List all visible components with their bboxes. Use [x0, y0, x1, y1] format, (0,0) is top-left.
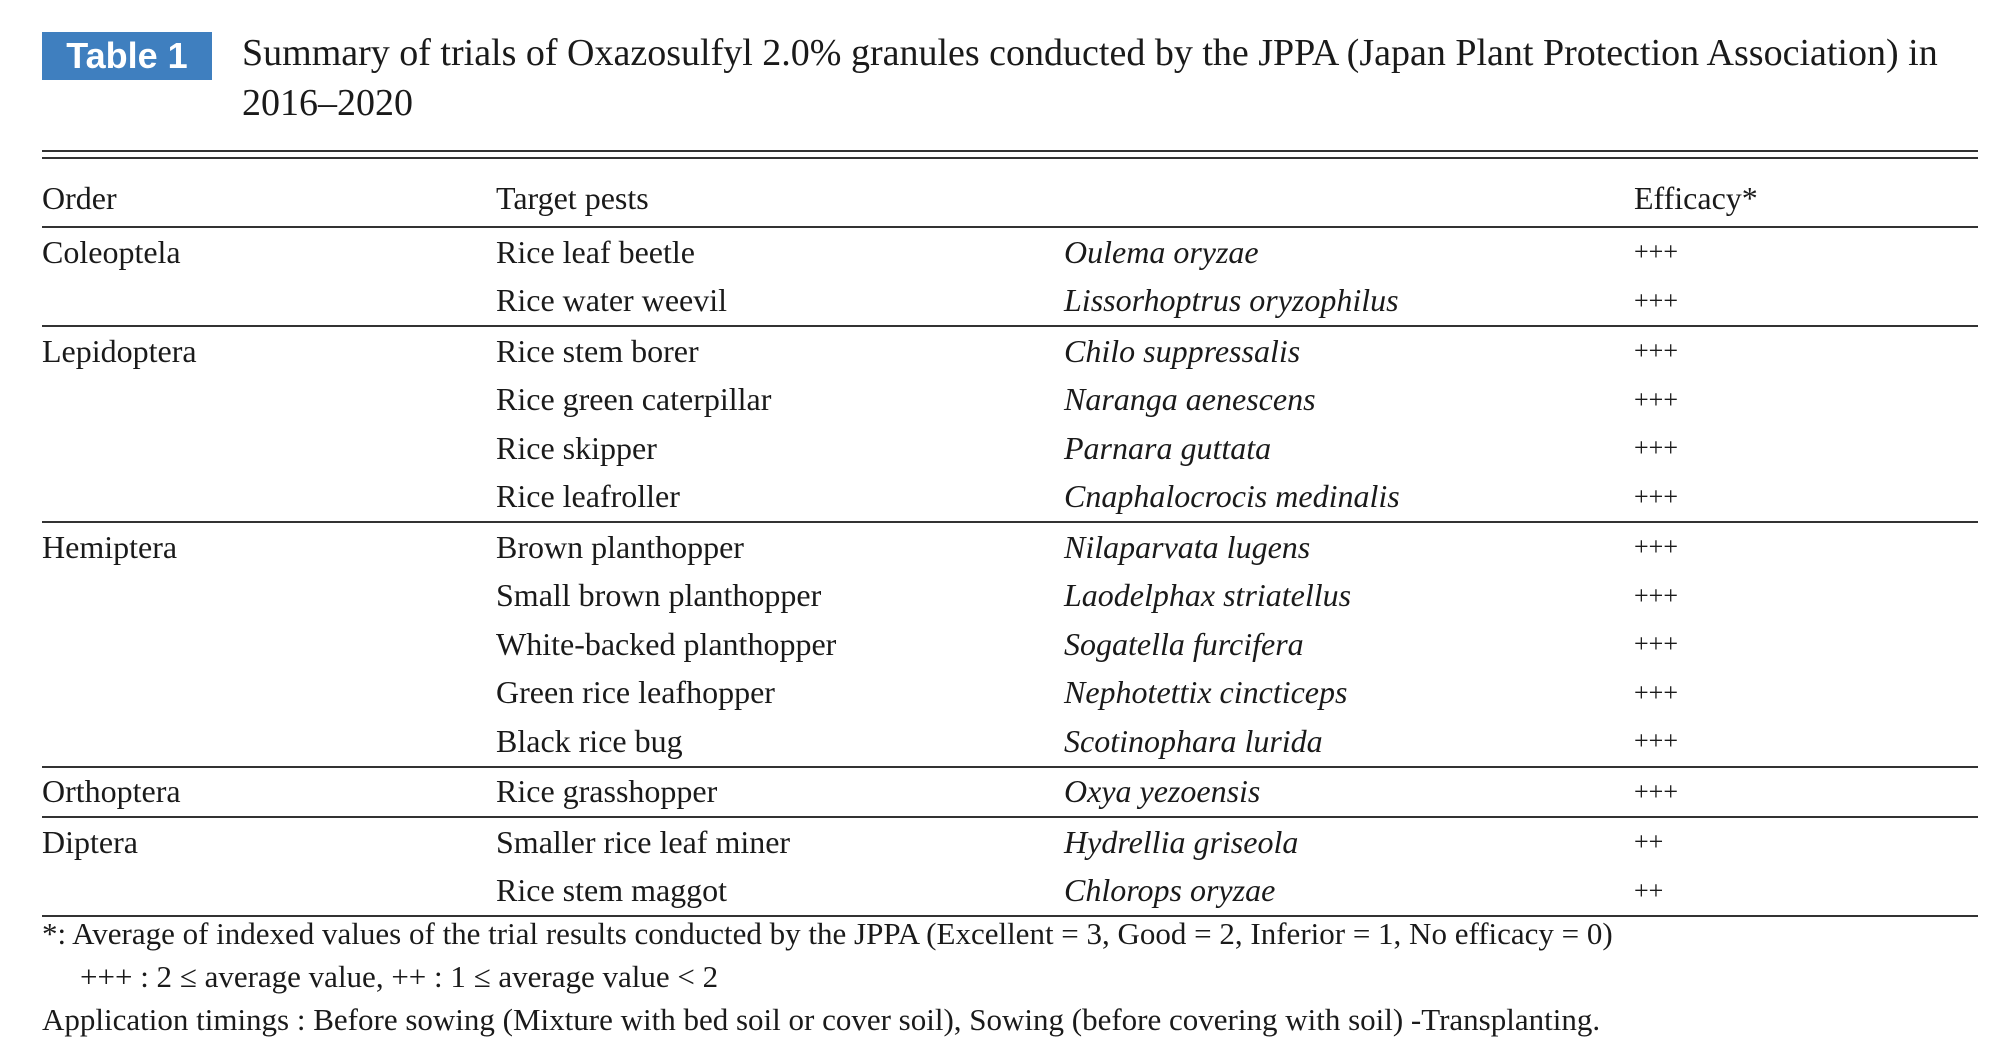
pests-table	[42, 170, 1978, 917]
order-cell	[42, 669, 496, 718]
header-blank	[1064, 170, 1634, 227]
table-row	[42, 326, 1978, 376]
table-row	[42, 522, 1978, 572]
scientific-name-cell: Oulema oryzae	[1064, 233, 1259, 270]
order-cell	[42, 572, 496, 621]
common-name-cell: Rice stem borer	[496, 332, 699, 369]
efficacy-cell: +++	[1634, 532, 1678, 562]
common-name-cell: Rice grasshopper	[496, 773, 718, 810]
header-target-pests: Target pests	[496, 179, 649, 216]
table-badge: Table 1	[42, 32, 212, 80]
scientific-name-cell: Scotinophara lurida	[1064, 722, 1323, 759]
table-row	[42, 227, 1978, 277]
scientific-name-cell: Laodelphax striatellus	[1064, 577, 1352, 614]
scientific-name-cell: Hydrellia griseola	[1064, 823, 1299, 860]
table-row	[42, 817, 1978, 867]
order-cell	[42, 867, 496, 917]
scientific-name-cell: Parnara guttata	[1064, 429, 1272, 466]
common-name-cell: Brown planthopper	[496, 528, 744, 565]
common-name-cell: Green rice leafhopper	[496, 674, 775, 711]
scientific-name-cell: Lissorhoptrus oryzophilus	[1064, 282, 1399, 319]
order-cell	[42, 620, 496, 669]
efficacy-cell: +++	[1634, 580, 1678, 610]
header-row	[42, 170, 1978, 227]
common-name-cell: Rice leafroller	[496, 478, 680, 515]
table-row	[42, 669, 1978, 718]
header-efficacy: Efficacy*	[1634, 179, 1758, 216]
efficacy-cell: +++	[1634, 677, 1678, 707]
common-name-cell: Small brown planthopper	[496, 577, 822, 614]
table-row	[42, 473, 1978, 523]
table-row	[42, 572, 1978, 621]
efficacy-cell: +++	[1634, 629, 1678, 659]
order-cell	[42, 376, 496, 425]
common-name-cell: Smaller rice leaf miner	[496, 823, 791, 860]
efficacy-cell: +++	[1634, 433, 1678, 463]
efficacy-cell: ++	[1634, 875, 1664, 905]
top-double-rule	[42, 150, 1978, 159]
footnote-application-timings: Application timings : Before sowing (Mixture with bed soil or cover soil), Sowing (before covering with soil) -Transplanting.	[42, 1002, 1601, 1037]
common-name-cell: Rice skipper	[496, 429, 657, 466]
order-cell: Diptera	[42, 823, 138, 860]
efficacy-cell: +++	[1634, 726, 1678, 756]
order-cell	[42, 424, 496, 473]
header-order: Order	[42, 179, 117, 216]
table-row	[42, 867, 1978, 917]
footnote-efficacy-definition: *: Average of indexed values of the trial results conducted by the JPPA (Excellent = 3, Good = 2, Inferior = 1, No efficacy = 0)	[42, 916, 1613, 951]
footnote-efficacy-scale: +++ : 2 ≤ average value, ++ : 1 ≤ average value < 2	[80, 959, 719, 994]
scientific-name-cell: Nilaparvata lugens	[1064, 528, 1311, 565]
scientific-name-cell: Chlorops oryzae	[1064, 872, 1276, 909]
table-row	[42, 620, 1978, 669]
table-title: Summary of trials of Oxazosulfyl 2.0% granules conducted by the JPPA (Japan Plant Protection Association) in 2016–2020	[242, 32, 1938, 124]
efficacy-cell: +++	[1634, 481, 1678, 511]
order-cell: Hemiptera	[42, 528, 178, 565]
table-row	[42, 424, 1978, 473]
scientific-name-cell: Nephotettix cincticeps	[1064, 674, 1348, 711]
common-name-cell: Rice stem maggot	[496, 872, 728, 909]
order-cell	[42, 473, 496, 523]
table-row	[42, 767, 1978, 818]
table-footnotes	[42, 912, 1978, 1041]
common-name-cell: Black rice bug	[496, 722, 683, 759]
order-cell: Lepidoptera	[42, 332, 197, 369]
order-cell: Orthoptera	[42, 773, 181, 810]
scientific-name-cell: Sogatella furcifera	[1064, 625, 1304, 662]
common-name-cell: Rice leaf beetle	[496, 233, 695, 270]
table-row	[42, 717, 1978, 767]
order-cell	[42, 277, 496, 327]
efficacy-cell: +++	[1634, 285, 1678, 315]
order-cell	[42, 717, 496, 767]
efficacy-cell: ++	[1634, 827, 1664, 857]
common-name-cell: Rice water weevil	[496, 282, 727, 319]
order-cell: Coleoptela	[42, 233, 181, 270]
scientific-name-cell: Chilo suppressalis	[1064, 332, 1301, 369]
scientific-name-cell: Naranga aenescens	[1064, 381, 1316, 418]
efficacy-cell: +++	[1634, 384, 1678, 414]
common-name-cell: Rice green caterpillar	[496, 381, 772, 418]
table-row	[42, 277, 1978, 327]
scientific-name-cell: Cnaphalocrocis medinalis	[1064, 478, 1400, 515]
common-name-cell: White-backed planthopper	[496, 625, 837, 662]
efficacy-cell: +++	[1634, 776, 1678, 806]
table-row	[42, 376, 1978, 425]
efficacy-cell: +++	[1634, 336, 1678, 366]
efficacy-cell: +++	[1634, 237, 1678, 267]
scientific-name-cell: Oxya yezoensis	[1064, 773, 1261, 810]
